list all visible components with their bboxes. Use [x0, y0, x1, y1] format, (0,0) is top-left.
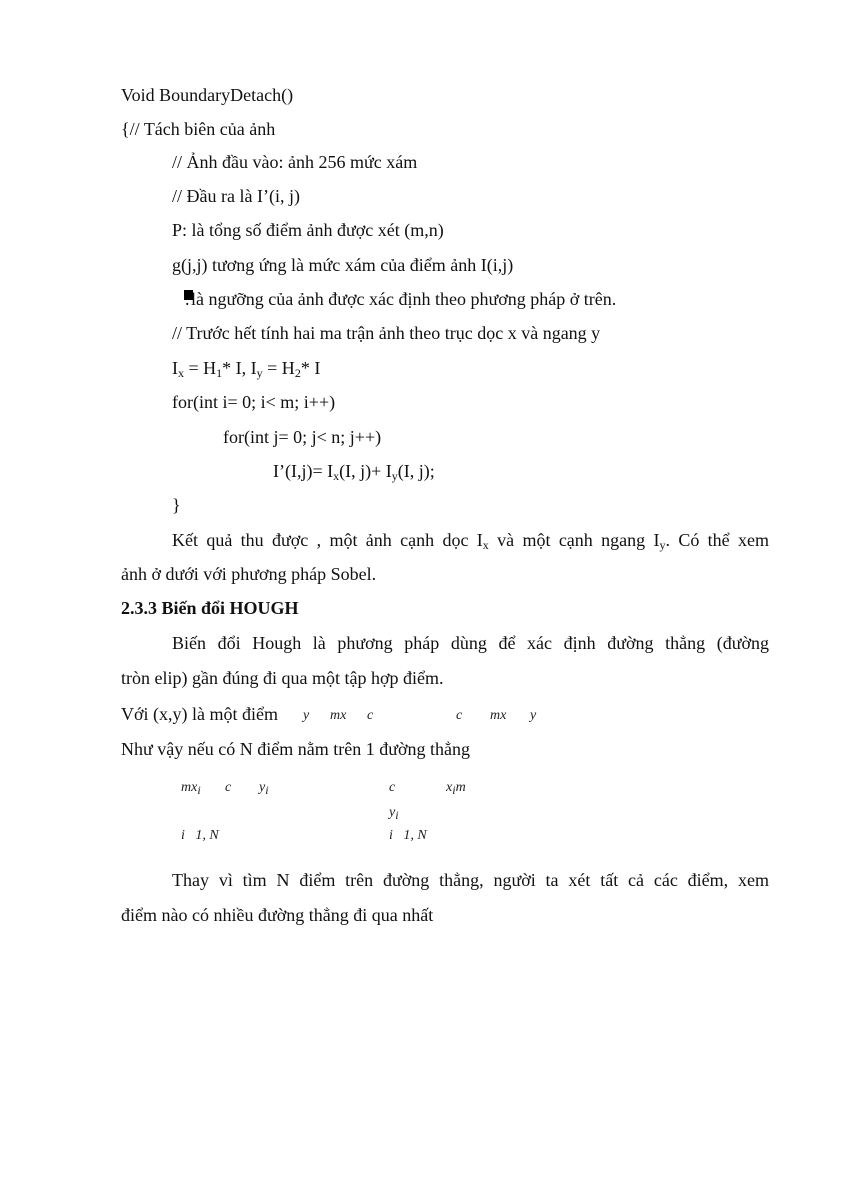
sys1-range: i 1, N: [181, 828, 219, 843]
code-gradient-equation: $I_x = H_1*$ I, $I_y = H_2*$ I: [172, 358, 321, 380]
code-comment-first: // Trước hết tính hai ma trận ảnh theo trục dọc x và ngang y: [172, 323, 601, 343]
point-sentence: Với (x,y) là một điểm: [121, 704, 278, 724]
final-paragraph-line-2: điểm nào có nhiều đường thẳng đi qua nhất: [121, 905, 434, 925]
n-points-sentence: Như vậy nếu có N điểm nằm trên 1 đường thẳng: [121, 739, 470, 759]
eq2-mx: mx: [490, 708, 507, 723]
code-for-j: for(int j= 0; j< n; j++): [223, 427, 382, 447]
code-close-brace: }: [172, 495, 181, 515]
eq1-y: y: [303, 708, 310, 723]
sys2-xm: $x_im$: [446, 780, 466, 797]
sys2-c: c: [389, 780, 396, 795]
sys2-range: i 1, N: [389, 828, 427, 843]
hough-paragraph-line-2: tròn elip) gần đúng đi qua một tập hợp điểm.: [121, 668, 444, 688]
hough-paragraph-line-1: Biến đổi Hough là phương pháp dùng để xác định đường thẳng (đường: [172, 633, 769, 653]
code-threshold-description: là ngưỡng của ảnh được xác định theo phương pháp ở trên.: [191, 289, 617, 309]
eq2-y: y: [530, 708, 537, 723]
code-assignment: I’(I,j)= $I_x(I$, $j)+ I_y(I$, j);: [273, 461, 435, 483]
code-for-i: for(int i= 0; i< m; i++): [172, 392, 336, 412]
code-open-comment: {// Tách biên của ảnh: [121, 119, 276, 139]
eq2-c: c: [456, 708, 463, 723]
result-line-2: ảnh ở dưới với phương pháp Sobel.: [121, 564, 377, 584]
result-line-1: Kết quả thu được , một ảnh cạnh dọc $I_x$ và một cạnh ngang $I_y$. Có thể xem: [172, 530, 769, 552]
eq1-c: c: [367, 708, 374, 723]
code-signature: Void BoundaryDetach(): [121, 85, 294, 105]
sys2-y: $y_i$: [389, 805, 399, 822]
threshold-dot: .: [185, 289, 190, 309]
sys1-c: c: [225, 780, 232, 795]
eq1-mx: mx: [330, 708, 347, 723]
code-comment-output: // Đầu ra là I’(i, j): [172, 186, 300, 206]
sys1-mx: $mx_i$: [181, 780, 201, 797]
section-heading: 2.3.3 Biến đổi HOUGH: [121, 598, 299, 618]
code-g-description: g(j,j) tương ứng là mức xám của điểm ảnh I(i,j): [172, 255, 514, 275]
final-paragraph-line-1: Thay vì tìm N điểm trên đường thẳng, người ta xét tất cả các điểm, xem: [172, 870, 769, 890]
sys1-y: $y_i$: [259, 780, 269, 797]
code-p-description: P: là tổng số điểm ảnh được xét (m,n): [172, 220, 444, 240]
code-comment-input: // Ảnh đầu vào: ảnh 256 mức xám: [172, 152, 418, 172]
